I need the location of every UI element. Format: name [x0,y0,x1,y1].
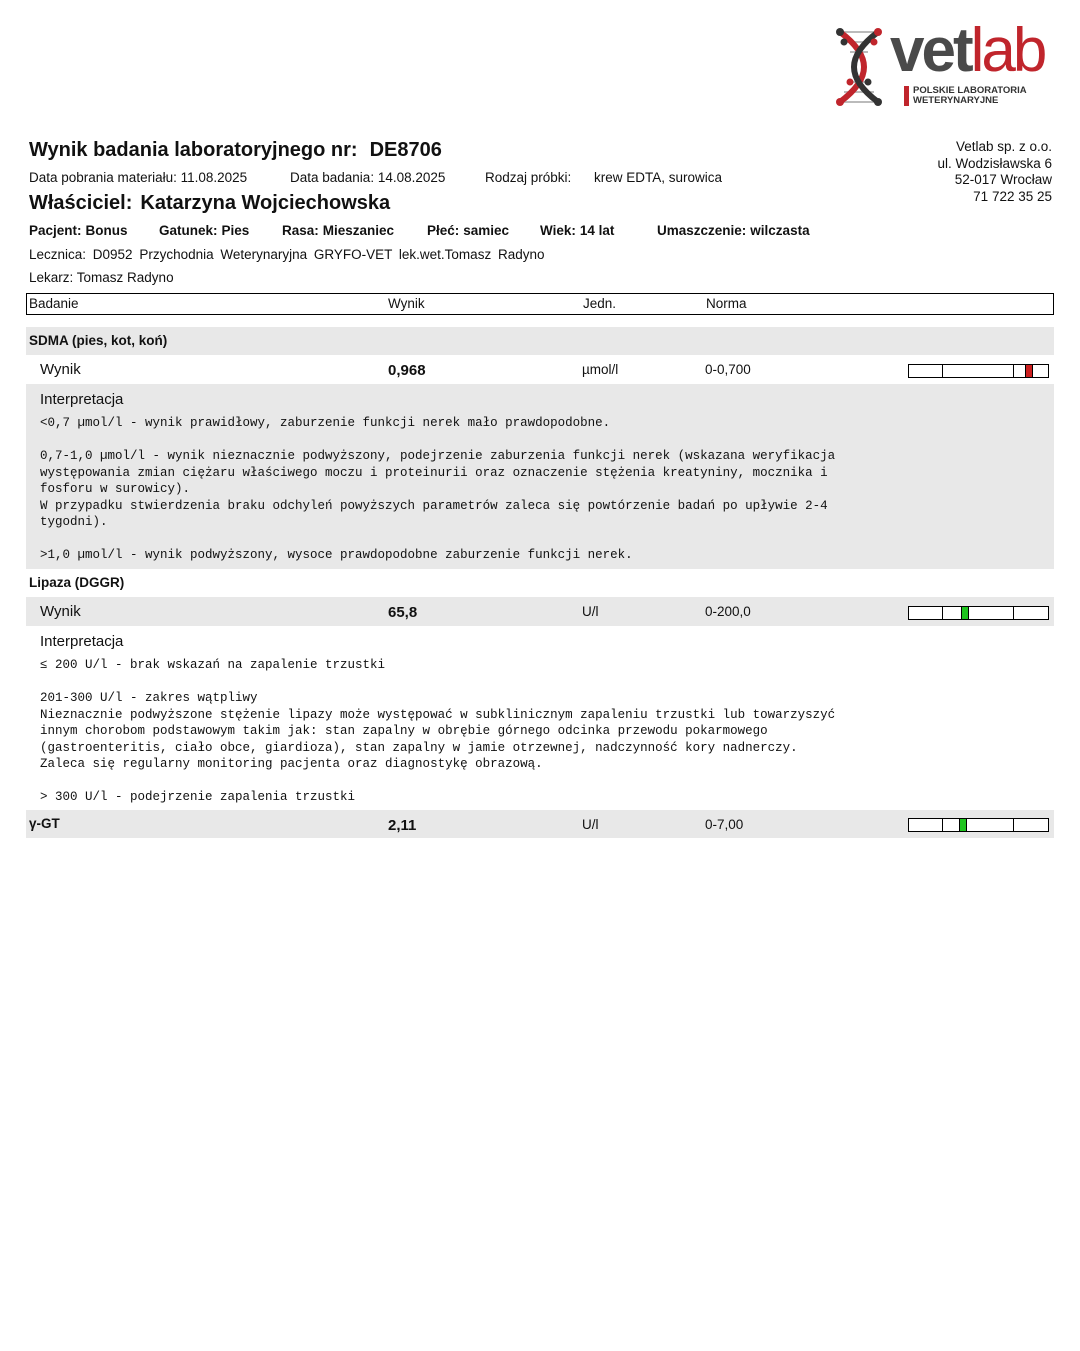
sample-type-value: krew EDTA, surowica [594,170,723,185]
result-label: Wynik [40,361,81,378]
patient-coat: Umaszczenie: wilczasta [657,223,810,238]
norm: 0-7,00 [705,817,744,832]
range-gauge [908,364,1049,378]
vetlab-logo [832,16,1057,114]
section-header-lipase [26,569,1054,597]
patient-species: Gatunek: Pies [159,223,250,238]
interpretation-label: Interpretacja [40,633,124,650]
interpretation-box [26,384,1054,569]
result-value: 65,8 [388,604,418,621]
interpretation-text: <0,7 µmol/l - wynik prawidłowy, zaburzenie funkcji nerek mało prawdopodobne. 0,7-1,0 µmol/l - wynik nieznacznie podwyższony, podejrzenie zaburzenia funkcji nerek (wskazana weryfikacja występowania zmian ciężaru właściwego moczu i proteinurii oraz oznaczenie stężenia kreatyniny, mocznika i fosforu w surowicy). W przypadku stwierdzenia braku odchyleń powyższych parametrów zaleca się powtórzenie badań po upływie 2-4 tygodni). >1,0 µmol/l - wynik podwyższony, wysoce prawdopodobne zaburzenie funkcji nerek. [40,416,836,562]
table-row [26,597,1054,626]
company-address: Vetlab sp. z o.o. ul. Wodzisławska 6 52-017 Wrocław 71 722 35 25 [937,139,1052,204]
range-gauge [908,818,1049,832]
report-title: Wynik badania laboratoryjnego nr: DE8706 [29,139,442,161]
norm: 0-0,700 [705,362,751,377]
result-value: 0,968 [388,362,426,379]
norm: 0-200,0 [705,604,751,619]
doctor: Lekarz: Tomasz Radyno [29,270,174,285]
patient-name: Pacjent: Bonus [29,223,128,238]
dna-helix-icon [832,26,892,110]
logo-tagline: POLSKIE LABORATORIA WETERYNARYJNE [904,86,1027,106]
section-header-sdma [26,327,1054,355]
header-unit: Jedn. [583,296,617,311]
header-norm: Norma [706,296,747,311]
header-result: Wynik [388,296,425,311]
section-name: SDMA (pies, kot, koń) [29,333,168,348]
owner: Właściciel: Katarzyna Wojciechowska [29,192,391,214]
patient-age: Wiek: 14 lat [540,223,615,238]
table-row [26,355,1054,384]
collection-date: Data pobrania materiału: 11.08.2025 [29,170,248,185]
interpretation-text: ≤ 200 U/l - brak wskazań na zapalenie trzustki 201-300 U/l - zakres wątpliwy Nieznacznie podwyższone stężenie lipazy może występować w subklinicznym zapaleniu trzustki lub towarzyszyć innym chorobom podstawowym takim jak: stan zapalny w obrębie górnego odcinka przewodu pokarmowego (gastroenteritis, ciało obce, giardioza), stan zapalny w jamie otrzewnej, nadczynność kory nadnerczy. Zaleca się regularny monitoring pacjenta oraz diagnostykę obrazową. > 300 U/l - podejrzenie zapalenia trzustki [40,658,836,804]
gauge-marker [1025,365,1033,377]
gauge-marker [959,819,967,831]
interpretation-box [26,626,1054,810]
result-label: Wynik [40,603,81,620]
result-value: 2,11 [388,817,417,834]
section-name: γ-GT [29,816,60,831]
test-date: Data badania: 14.08.2025 [290,170,446,185]
gauge-marker [961,607,969,619]
sample-type-label: Rodzaj próbki: [485,170,572,185]
header-test: Badanie [29,296,79,311]
report-number: DE8706 [369,139,442,161]
section-name: Lipaza (DGGR) [29,575,125,590]
unit: U/l [582,817,599,832]
patient-breed: Rasa: Mieszaniec [282,223,395,238]
patient-sex: Płeć: samiec [427,223,510,238]
unit: µmol/l [582,362,619,377]
clinic: Lecznica: D0952 Przychodnia Weterynaryjna GRYFO-VET lek.wet.Tomasz Radyno [29,247,545,262]
interpretation-label: Interpretacja [40,391,124,408]
unit: U/l [582,604,599,619]
logo-wordmark: vetlab [890,16,1045,85]
table-header [26,293,1054,315]
table-row [26,810,1054,838]
range-gauge [908,606,1049,620]
